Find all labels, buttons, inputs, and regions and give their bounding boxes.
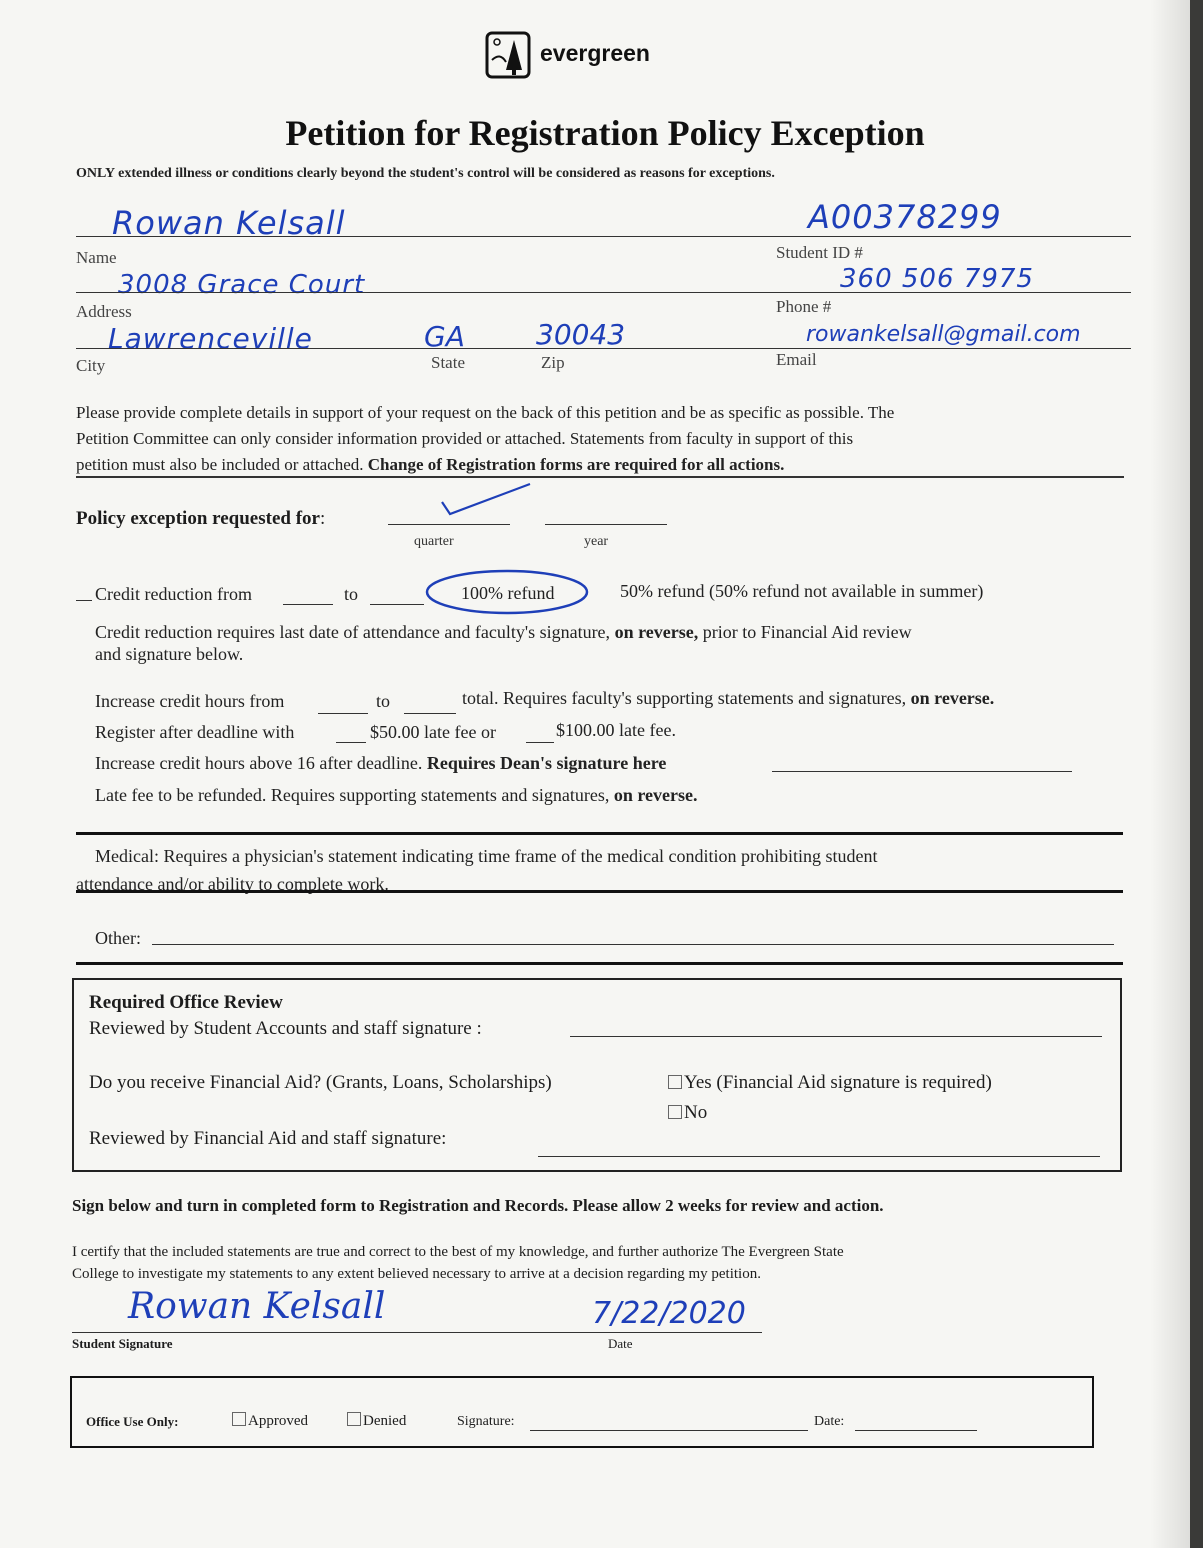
refund-50-option[interactable]: 50% refund (50% refund not available in summer): [620, 581, 984, 601]
late-fee-50-field[interactable]: [336, 742, 366, 743]
approved-checkbox[interactable]: [232, 1412, 246, 1426]
increase-from-field[interactable]: [318, 713, 368, 714]
city-label: City: [76, 356, 106, 375]
student-id-label: Student ID #: [776, 243, 863, 262]
credit-reduction-from-field[interactable]: [283, 604, 333, 605]
denied-checkbox[interactable]: [347, 1412, 361, 1426]
options-divider: [76, 832, 1123, 835]
address-label: Address: [76, 302, 132, 321]
sign-notice: Sign below and turn in completed form to Registration and Records. Please allow 2 weeks for review and action.: [72, 1196, 884, 1215]
date-label: Date: [608, 1336, 633, 1351]
late-fee-100-label: $100.00 late fee.: [556, 720, 676, 740]
increase-to-field[interactable]: [404, 713, 456, 714]
credit-reduction-note-2: and signature below.: [95, 644, 244, 664]
logo-text: evergreen: [540, 40, 650, 66]
no-checkbox[interactable]: [668, 1105, 682, 1119]
late-fee-50-label: $50.00 late fee or: [370, 722, 496, 742]
late-fee-100-field[interactable]: [526, 742, 554, 743]
medical-line1: Medical: Requires a physician's statement indicating time frame of the medical condition prohibiting student: [95, 846, 878, 866]
instructions-line3: [76, 455, 784, 475]
late-fee-refund-label: Late fee to be refunded. Requires supporting statements and signatures, on reverse.: [95, 785, 698, 805]
refund-100-option[interactable]: 100% refund: [461, 583, 555, 603]
policy-label: Policy exception requested for:: [76, 508, 326, 529]
other-divider: [76, 962, 1123, 965]
zip-label: Zip: [541, 353, 565, 372]
student-signature-value[interactable]: Rowan Kelsall: [128, 1286, 386, 1327]
dean-signature-field[interactable]: [772, 771, 1072, 772]
office-review-title: Required Office Review: [89, 992, 283, 1013]
medical-line2: attendance and/or ability to complete work.: [76, 874, 389, 894]
student-id-value[interactable]: A00378299: [808, 198, 1002, 236]
student-accounts-label: Reviewed by Student Accounts and staff signature :: [89, 1018, 482, 1039]
office-use-box: [70, 1376, 1094, 1448]
increase-credits-label: Increase credit hours from: [95, 691, 285, 711]
date-value[interactable]: 7/22/2020: [592, 1296, 746, 1331]
approved-option[interactable]: Approved: [232, 1412, 308, 1430]
zip-value[interactable]: 30043: [536, 318, 626, 351]
instructions-line2: Petition Committee can only consider information provided or attached. Statements from faculty in support of this: [76, 429, 854, 448]
financial-aid-no[interactable]: No: [668, 1102, 707, 1124]
address-line: [76, 292, 1131, 293]
year-field[interactable]: [545, 524, 667, 525]
yes-checkbox[interactable]: [668, 1075, 682, 1089]
name-label: Name: [76, 248, 117, 267]
office-date-field[interactable]: [855, 1430, 977, 1431]
email-value[interactable]: rowankelsall@gmail.com: [806, 322, 1081, 347]
name-value[interactable]: Rowan Kelsall: [112, 204, 346, 242]
other-field[interactable]: [152, 944, 1114, 945]
student-signature-label: Student Signature: [72, 1336, 173, 1351]
credit-reduction-note: Credit reduction requires last date of attendance and faculty's signature, on reverse, prior to Financial Aid review: [95, 622, 912, 642]
register-deadline-label: Register after deadline with: [95, 722, 295, 742]
signature-line: [72, 1332, 762, 1333]
city-line: [76, 348, 1131, 349]
phone-value[interactable]: 360 506 7975: [840, 264, 1034, 294]
denied-option[interactable]: Denied: [347, 1412, 406, 1430]
address-value[interactable]: 3008 Grace Court: [118, 270, 366, 300]
financial-aid-yes[interactable]: Yes (Financial Aid signature is required): [668, 1072, 992, 1094]
credit-reduction-label: Credit reduction from: [95, 584, 252, 604]
increase-to: to: [376, 691, 391, 711]
increase-credits-note: total. Requires faculty's supporting statements and signatures, on reverse.: [462, 688, 995, 708]
office-use-label: Office Use Only:: [86, 1414, 179, 1429]
quarter-checkmark-icon: [430, 480, 540, 520]
credit-reduction-to: to: [344, 584, 359, 604]
name-line: [76, 236, 1131, 237]
student-accounts-signature-field[interactable]: [570, 1036, 1102, 1037]
instructions-line1: Please provide complete details in support of your request on the back of this petition and be as specific as possible. The: [76, 403, 895, 422]
credit-reduction-checkbox-line[interactable]: [76, 600, 92, 601]
state-value[interactable]: GA: [424, 320, 465, 353]
financial-aid-question: Do you receive Financial Aid? (Grants, Loans, Scholarships): [89, 1072, 552, 1093]
financial-aid-signature-field[interactable]: [538, 1156, 1100, 1157]
evergreen-tree-logo-icon: [484, 30, 532, 80]
instructions-line3-a: petition must also be included or attached.: [76, 455, 364, 474]
year-label: year: [584, 534, 609, 549]
form-subtitle: ONLY extended illness or conditions clearly beyond the student's control will be considered as reasons for exceptions.: [76, 166, 775, 181]
phone-label: Phone #: [776, 297, 832, 316]
above-16-label: Increase credit hours above 16 after deadline. Requires Dean's signature here: [95, 753, 667, 773]
quarter-label: quarter: [414, 534, 454, 549]
certify-line2: College to investigate my statements to any extent believed necessary to arrive at a decision regarding my petition.: [72, 1266, 761, 1282]
medical-divider: [76, 890, 1123, 893]
financial-aid-signature-label: Reviewed by Financial Aid and staff signature:: [89, 1128, 447, 1149]
other-label: Other:: [95, 928, 141, 948]
instructions-divider: [76, 476, 1124, 478]
certify-line1: I certify that the included statements are true and correct to the best of my knowledge, and further authorize The Evergreen State: [72, 1244, 844, 1260]
city-value[interactable]: Lawrenceville: [108, 322, 313, 355]
email-label: Email: [776, 350, 817, 369]
quarter-field[interactable]: [388, 524, 510, 525]
office-signature-label: Signature:: [457, 1414, 515, 1429]
office-signature-field[interactable]: [530, 1430, 808, 1431]
instructions-line3-b: Change of Registration forms are required for all actions.: [367, 455, 785, 474]
state-label: State: [431, 353, 465, 372]
office-date-label: Date:: [814, 1414, 845, 1429]
form-title: Petition for Registration Policy Exception: [285, 113, 925, 153]
credit-reduction-to-field[interactable]: [370, 604, 424, 605]
